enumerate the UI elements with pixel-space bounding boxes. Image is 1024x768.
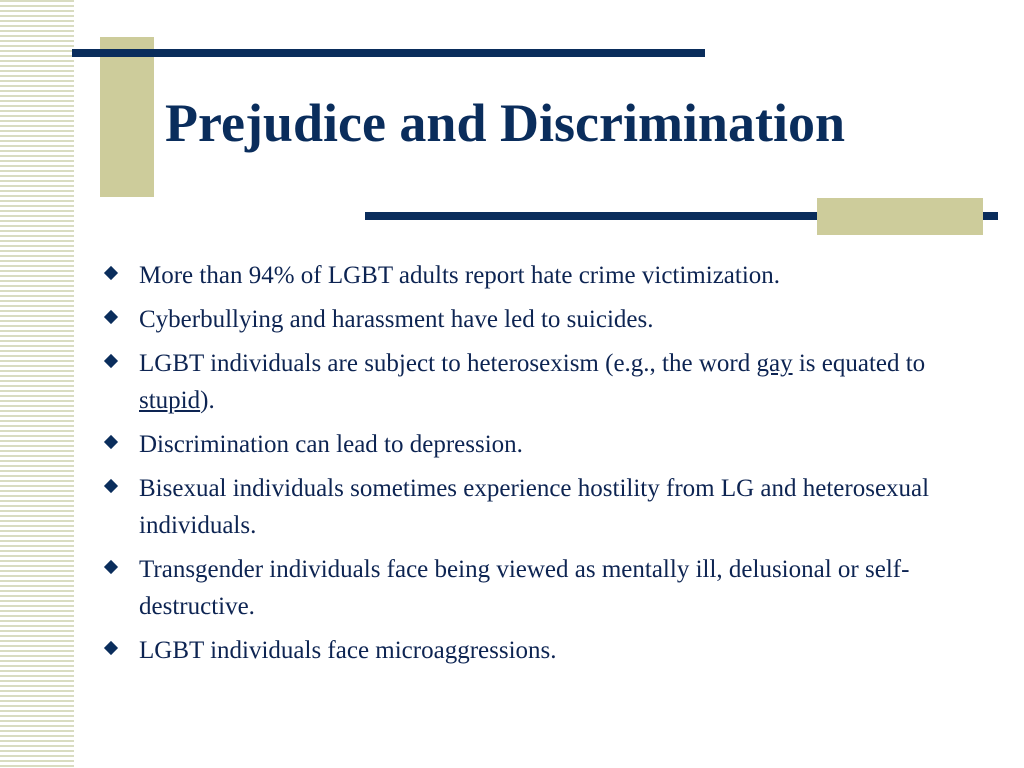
diamond-bullet-icon: [104, 310, 118, 324]
diamond-bullet-icon: [104, 435, 118, 449]
decorative-tan-block-left: [100, 37, 154, 197]
bullet-text: More than 94% of LGBT adults report hate crime victimization.: [139, 262, 781, 289]
bullet-item: [104, 470, 984, 544]
diamond-bullet-icon: [104, 266, 118, 280]
bullet-text: LGBT individuals face microaggressions.: [139, 637, 557, 664]
bullet-text-part: LGBT individuals are subject to heterosexism (e.g., the word: [139, 350, 757, 377]
diamond-bullet-icon: [104, 479, 118, 493]
decorative-tan-block-right: [817, 198, 983, 235]
diamond-bullet-icon: [104, 354, 118, 368]
slide-title: Prejudice and Discrimination: [165, 93, 845, 153]
bullet-item: [104, 345, 984, 419]
bullet-item: [104, 257, 984, 294]
bullet-list: [104, 257, 984, 676]
underlined-word-gay: gay: [756, 350, 793, 377]
bullet-text: Discrimination can lead to depression.: [139, 431, 523, 458]
bullet-item: [104, 632, 984, 669]
diamond-bullet-icon: [104, 560, 118, 574]
underlined-word-stupid: stupid: [139, 387, 201, 414]
bullet-item: [104, 426, 984, 463]
bullet-item: [104, 551, 984, 625]
bullet-text: Cyberbullying and harassment have led to suicides.: [139, 306, 654, 333]
diamond-bullet-icon: [104, 641, 118, 655]
bullet-text: Transgender individuals face being viewed as mentally ill, delusional or self-destructive.: [139, 556, 910, 620]
title-rule-top: [72, 49, 705, 57]
decorative-stripe-band: [0, 0, 74, 768]
bullet-item: [104, 301, 984, 338]
bullet-text-part: ).: [200, 387, 215, 414]
bullet-text: Bisexual individuals sometimes experience hostility from LG and heterosexual individuals.: [139, 475, 930, 539]
bullet-text-part: is equated to: [792, 350, 926, 377]
